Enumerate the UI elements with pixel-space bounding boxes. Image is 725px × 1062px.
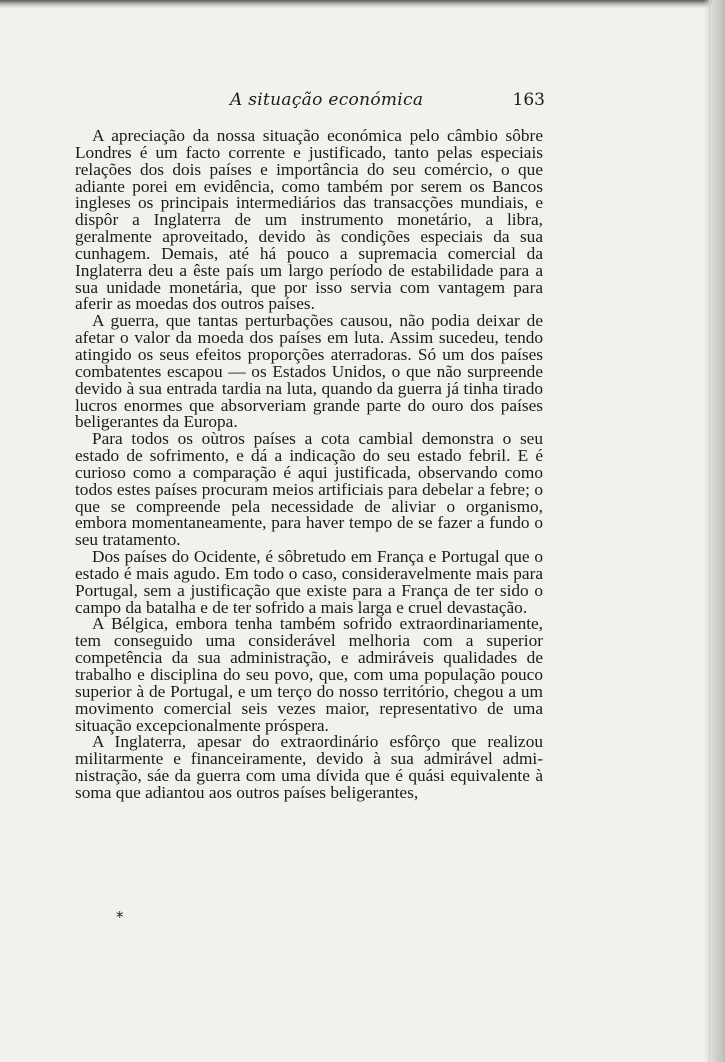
page-number: 163: [512, 90, 545, 110]
paragraph: A apreciação da nossa situação económica pelo câmbio sôbre Londres é um facto corrente e justificado, tanto pelas especiais relações dos dois países e importância do seu comércio, o que adiante porei em evidência, como também por serem os Bancos ingleses os principais intermediários das transacções mundiais, e dispôr a Inglaterra de um instrumento monetário, a libra, geralmente aproveitado, devido às condições especiais da sua cunhagem. Demais, até há pouco a supremacia comercial da Inglaterra deu a êste país um largo período de estabilidade para a sua unidade monetária, que por isso servia com vantagem para aferir as moedas dos outros países.: [75, 126, 543, 314]
paragraph: A Bélgica, embora tenha também sofrido extraordinariamente, tem conseguido uma considerável melhoria com a superior competência da sua administração, e admiráveis qualidades de trabalho e disciplina do seu povo, que, com uma população pouco superior à de Portugal, e um terço do nosso território, chegou a um movimento comercial seis vezes maior, representativo de uma situação excepcionalmente próspera.: [75, 614, 543, 735]
running-header: [75, 90, 545, 114]
page-gutter-shadow: [703, 0, 725, 1062]
page-top-edge: [0, 0, 725, 8]
paragraph: A guerra, que tantas perturbações causou, não podia deixar de afetar o valor da moeda dos países em luta. Assim sucedeu, tendo atingido os seus efeitos proporções aterradoras. Só um dos países combatentes escapou — os Estados Unidos, o que não surpreende devido à sua entrada tardia na luta, quando da guerra já tinha tirado lucros enormes que absorveriam grande parte do ouro dos países beligerantes da Europa.: [75, 311, 543, 432]
paragraph: Dos países do Ocidente, é sôbretudo em França e Portugal que o estado é mais agudo. Em todo o caso, consideravelmente mais para Portugal, sem a justificação que existe para a França de ter sido o campo da batalha e de ter sofrido a mais larga e cruel devastação.: [75, 547, 543, 617]
paragraph: A Inglaterra, apesar do extraordinário esfôrço que realizou militarmente e financeiramente, devido à sua admirável administração, sáe da guerra com uma dívida que é quási equivalente à soma que adiantou aos outros países beligerantes,: [75, 732, 543, 802]
running-title: A situação económica: [230, 90, 424, 110]
signature-mark: *: [116, 908, 124, 926]
paragraph: Para todos os oùtros países a cota cambial demonstra o seu estado de sofrimento, e dá a indicação do seu estado febril. E é curioso como a comparação é aqui justificada, observando como todos estes países procuram meios artificiais para debelar a febre; o que se compreende pela necessidade de aliviar o organismo, embora momentaneamente, para haver tempo de se fazer a fundo o seu tratamento.: [75, 429, 543, 550]
body-text: [75, 128, 543, 802]
